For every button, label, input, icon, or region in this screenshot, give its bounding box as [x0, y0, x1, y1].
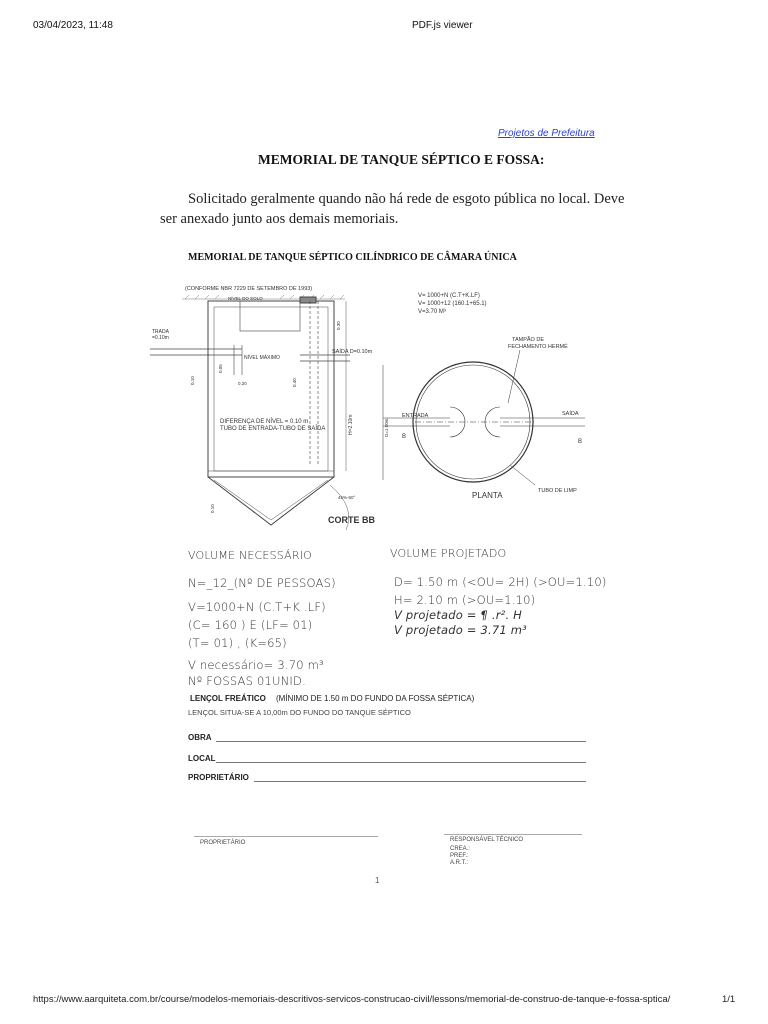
max-level-label: NÍVEL MÁXIMO [244, 355, 280, 361]
local-label: LOCAL [188, 754, 216, 763]
inlet-label-1: TRADA [152, 329, 169, 335]
v-formula: V=1000+N (C.T+K .LF) [188, 600, 326, 614]
inlet-label-2: =0.10m [152, 335, 169, 341]
entry-label: ENTRADA [402, 413, 429, 419]
dim-diameter: D=1.50m [384, 418, 389, 437]
print-url: https://www.aarquiteta.com.br/course/modelos-memoriais-descritivos-servicos-construcao-civil/lessons/memorial-de-construo-de-tanque-e-fossa-sptica/ [33, 994, 671, 1005]
tank-section [208, 297, 334, 525]
v-proj-formula: V projetado = ¶ .r². H [394, 608, 523, 622]
b-left: B [402, 434, 407, 440]
print-datetime: 03/04/2023, 11:48 [33, 20, 113, 31]
art-label: A.R.T.: [450, 860, 469, 866]
level-diff-1: DIFERENÇA DE NÍVEL = 0.10 m [220, 419, 309, 425]
print-app-title: PDF.js viewer [412, 20, 473, 31]
vol-needed-title: VOLUME NECESSÁRIO [188, 549, 313, 562]
d-value: D= 1.50 m (<OU= 2H) (>OU=1.10) [394, 575, 607, 589]
pref-label: PREF.: [450, 853, 469, 859]
angle-label: 45%-60° [338, 495, 356, 500]
dim-010: 0.10 [190, 376, 195, 385]
b-right: B [578, 439, 583, 445]
owner-line [254, 781, 586, 782]
crea-label: CREA.: [450, 846, 471, 852]
owner-signature-line [194, 836, 378, 837]
local-line [216, 762, 586, 763]
intro-line-1: Solicitado geralmente quando não há rede de esgoto pública no local. Deve [188, 191, 625, 207]
dim-005: 0.05 [218, 364, 223, 373]
outlet-label: SAÍDA D=0.10m [332, 349, 373, 355]
obra-label: OBRA [188, 733, 212, 742]
tech-signature-line [444, 834, 582, 835]
dim-cone: 0.10 [210, 504, 215, 513]
dim-040: 0.40 [292, 378, 297, 387]
v-proj-value: V projetado = 3.71 m³ [394, 623, 527, 637]
septic-tank-drawing [150, 275, 590, 537]
c-lf-values: (C= 160 ) E (LF= 01) [188, 618, 313, 632]
section-label: CORTE BB [328, 515, 375, 525]
dim-030: 0.30 [336, 321, 341, 330]
n-pits: Nº FOSSAS 01UNID. [188, 674, 306, 688]
cleaning-pipe-label: TUBO DE LIMP [538, 488, 577, 494]
vol-projected-title: VOLUME PROJETADO [390, 547, 507, 560]
water-table-label: LENÇOL FREÁTICO [190, 694, 266, 703]
obra-line [216, 741, 586, 742]
norm-label: (CONFORME NBR 7229 DE SETEMBRO DE 1993) [185, 286, 313, 292]
prefeitura-link[interactable]: Projetos de Prefeitura [498, 128, 595, 139]
plan-label: PLANTA [472, 491, 503, 500]
owner-signature-label: PROPRIETÁRIO [200, 840, 246, 846]
ground-hatch [182, 295, 345, 299]
level-diff-2: TUBO DE ENTRADA-TUBO DE SAÍDA [220, 426, 326, 432]
page-number: 1 [375, 876, 380, 885]
page-title: MEMORIAL DE TANQUE SÉPTICO E FOSSA: [258, 152, 545, 167]
print-page-count: 1/1 [722, 994, 736, 1005]
lid-label-2: FECHAMENTO HERMÉ [508, 344, 568, 350]
tech-signature-label: RESPONSÁVEL TÉCNICO [450, 837, 524, 843]
v-needed: V necessário= 3.70 m³ [188, 658, 324, 672]
exit-label: SAÍDA [562, 411, 579, 417]
ground-level-label: NÍVEL DO SOLO [228, 296, 263, 301]
water-table-line2: LENÇOL SITUA-SE A 10,00m DO FUNDO DO TANQUE SÉPTICO [188, 708, 411, 717]
n-people: N=_12_(Nº DE PESSOAS) [188, 576, 336, 590]
dim-020: 0.20 [238, 381, 247, 386]
formula-2: V= 1000+12 (160.1+65.1) [418, 301, 487, 307]
water-table-note: (MÍNIMO DE 1.50 m DO FUNDO DA FOSSA SÉPTICA) [276, 694, 475, 703]
intro-line-2: ser anexado junto aos demais memoriais. [160, 211, 399, 227]
lid-label-1: TAMPÃO DE [512, 337, 544, 343]
subtitle: MEMORIAL DE TANQUE SÉPTICO CILÍNDRICO DE CÂMARA ÚNICA [188, 252, 517, 263]
dim-height: H=2.10m [348, 414, 354, 435]
formula-3: V=3.70 M³ [418, 309, 446, 315]
formula-1: V= 1000+N (C.T+K.LF) [418, 293, 480, 299]
t-k-values: (T= 01) , (K=65) [188, 636, 287, 650]
h-value: H= 2.10 m (>OU=1.10) [394, 593, 536, 607]
owner-label: PROPRIETÁRIO [188, 773, 249, 782]
